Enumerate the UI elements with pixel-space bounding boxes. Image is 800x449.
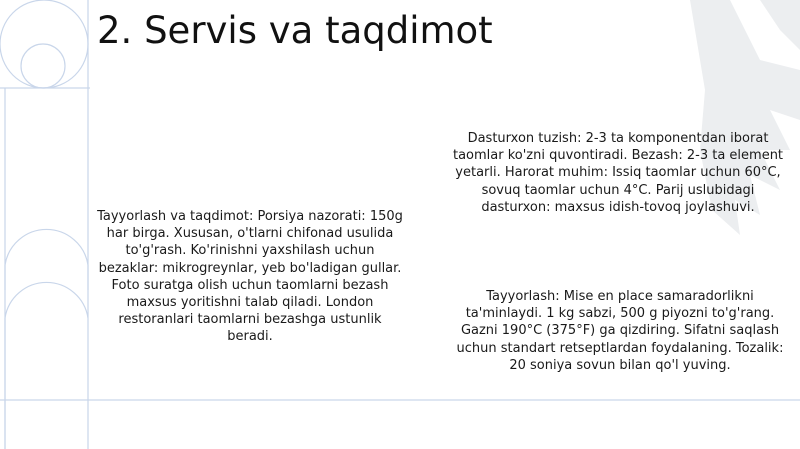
left-text-block: Tayyorlash va taqdimot: Porsiya nazorati: 150g har birga. Xususan, o'tlarni chifonad usulida to'g'rash. Ko'rinishni yaxshilash uchun bezaklar: mikrogreynlar, yeb bo'ladigan gullar. Foto suratga olish uchun taomlarni bezash maxsus yoritishni talab qiladi. London restoranlari taomlarni bezashga ustunlik beradi. [97,209,403,345]
right-top-text-block: Dasturxon tuzish: 2-3 ta komponentdan iborat taomlar ko'zni quvontiradi. Bezash: 2-3 ta element yetarli. Harorat muhim: Issiq taomlar uchun 60°C, sovuq taomlar uchun 4°C. Parij uslubidagi dasturxon: maxsus idish-tovoq joylashuvi. [452,131,784,215]
slide-title: 2. Servis va taqdimot [97,9,493,52]
right-bottom-text-block: Tayyorlash: Mise en place samaradorlikni ta'minlaydi. 1 kg sabzi, 500 g piyozni to'g'rang. Gazni 190°C (375°F) ga qizdiring. Sifatni saqlash uchun standart retseptlardan foydalaning. Tozalik: 20 soniya sovun bilan qo'l yuving. [456,289,784,373]
